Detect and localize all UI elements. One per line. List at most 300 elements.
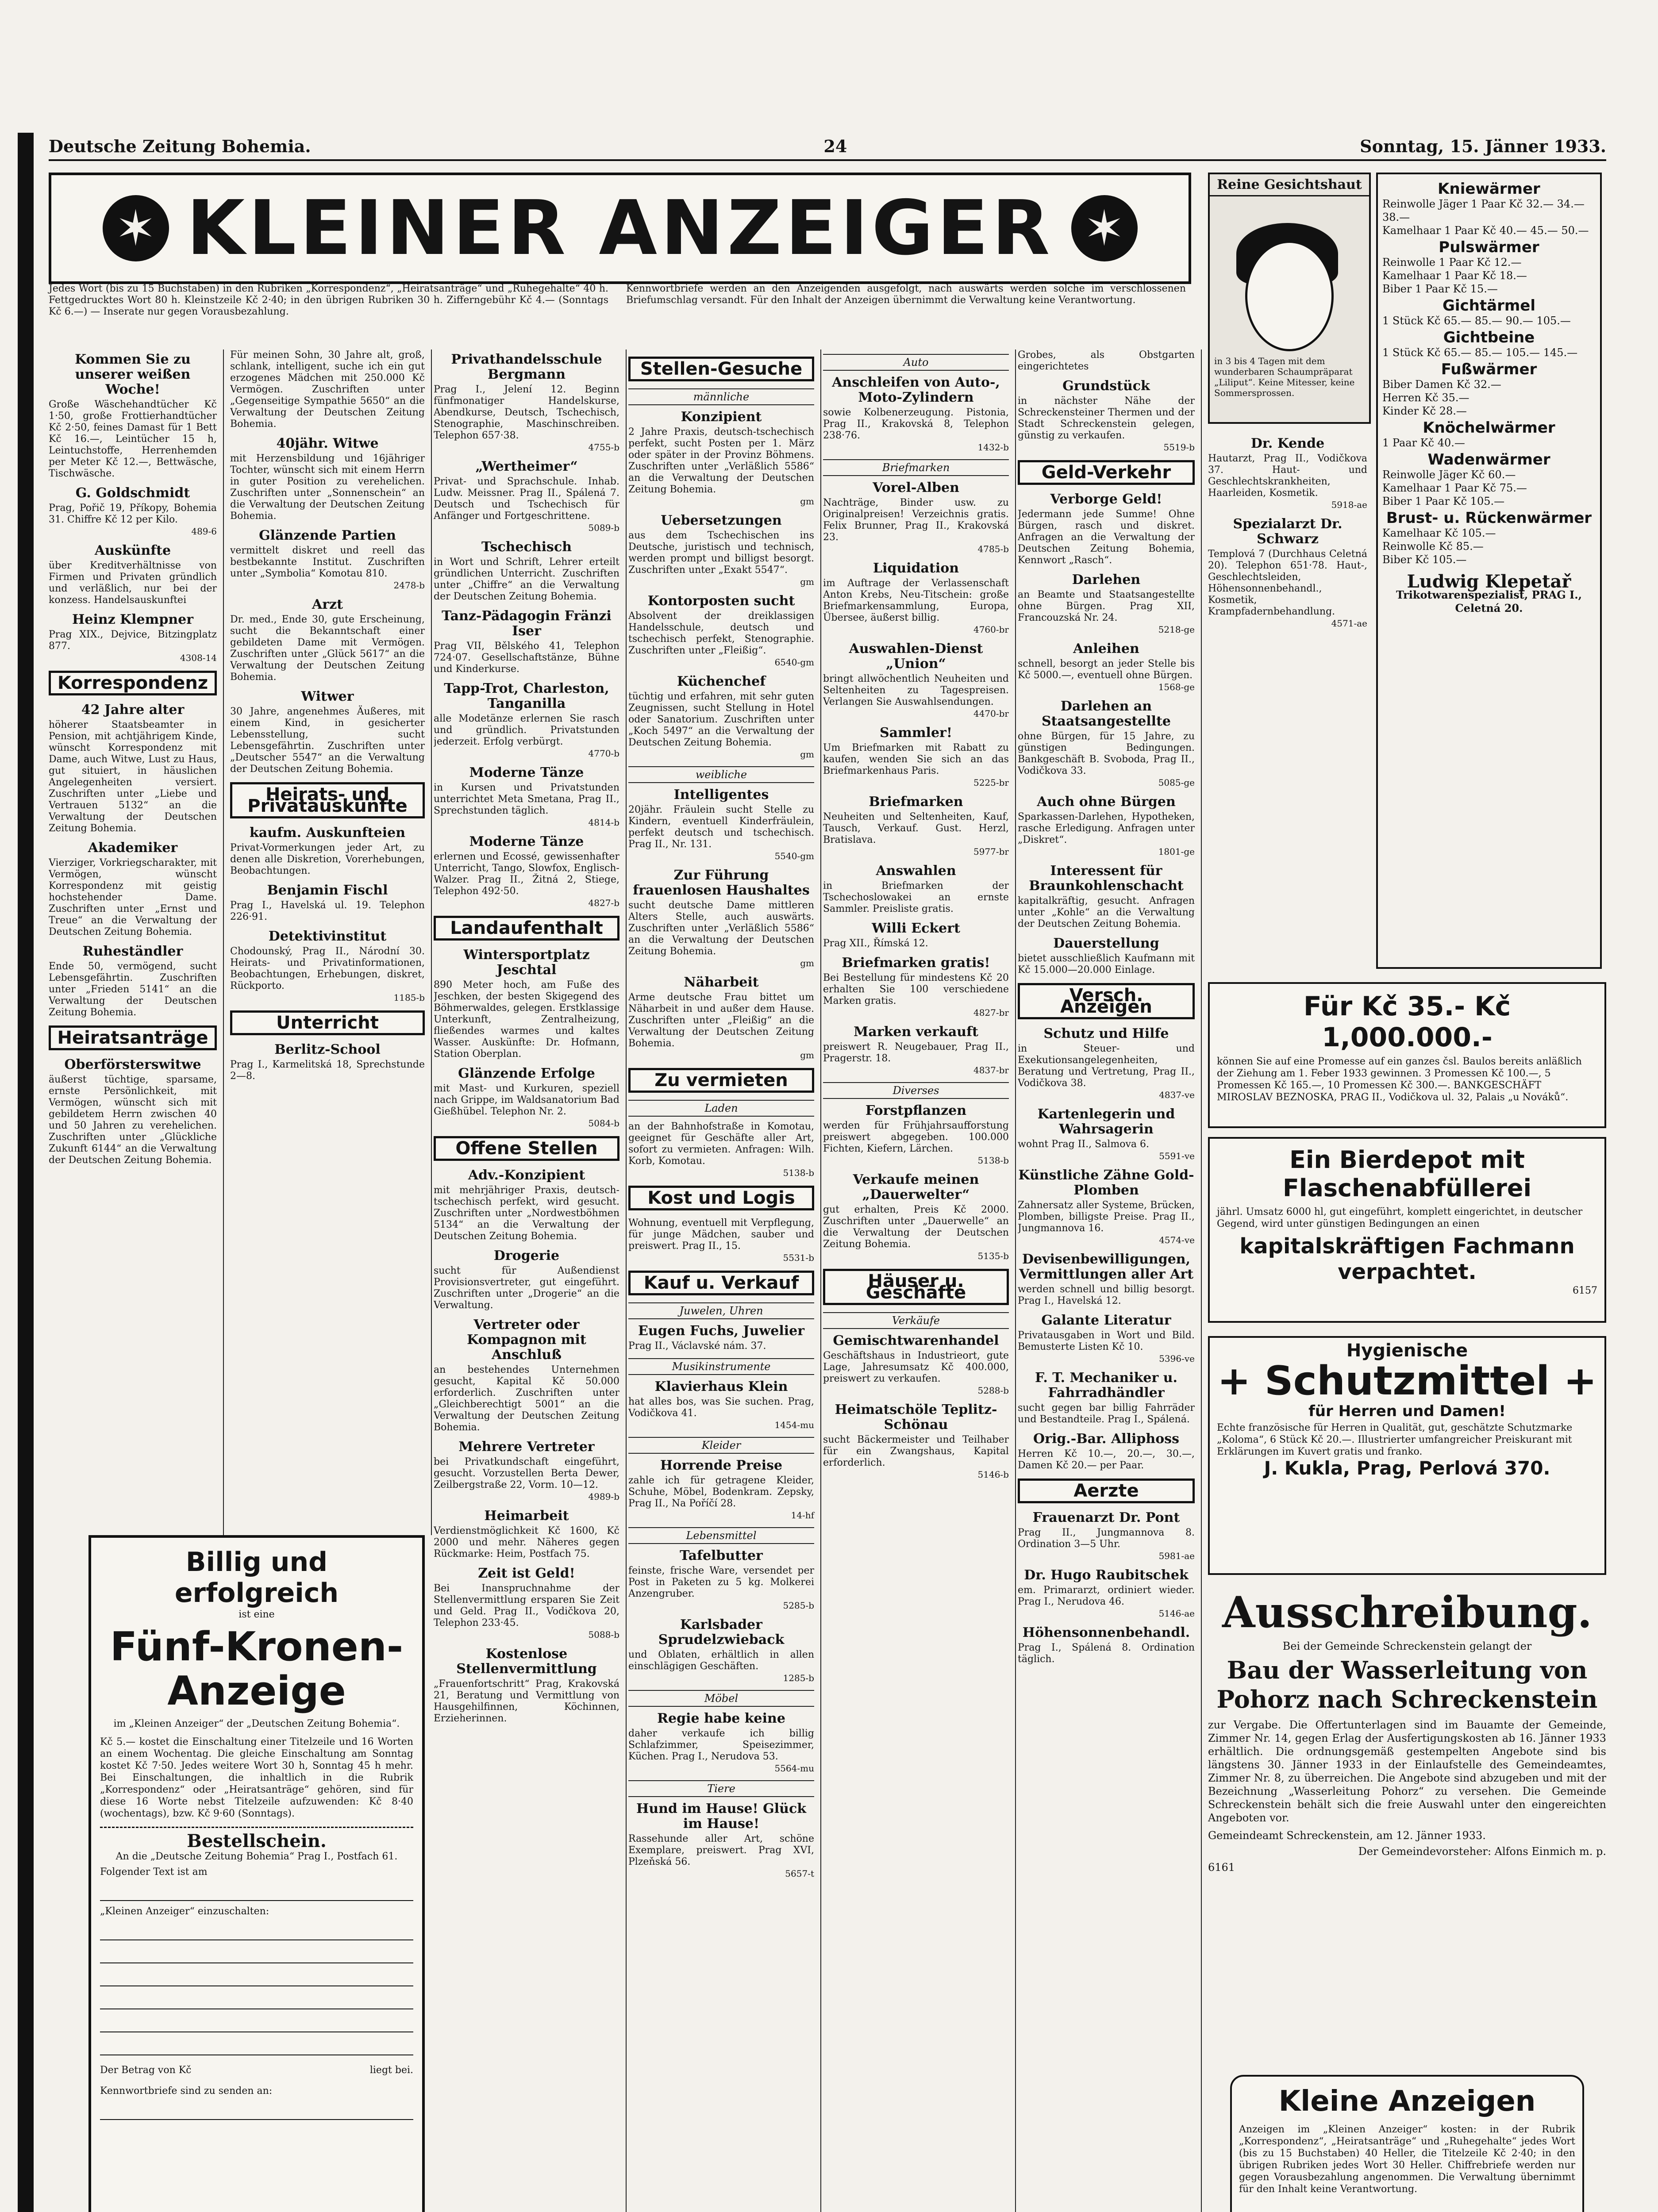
- column-2: [230, 349, 432, 1535]
- classified-ad: [1018, 864, 1195, 930]
- ad-code: gm: [800, 749, 814, 760]
- ad-text: Absolvent der dreiklassigen Handelsschule, deutsch und tschechisch perfekt, Stenographie. Zuschriften unter „Fleißig“.: [628, 611, 814, 656]
- pricelist-row: Kamelhaar 1 Paar Kč 75.—: [1382, 482, 1527, 494]
- classified-ad: [230, 349, 425, 430]
- classified-ad: [628, 1458, 814, 1521]
- order-form-line[interactable]: [100, 2014, 413, 2032]
- classified-ad: [434, 459, 619, 534]
- order-form-line[interactable]: [100, 1945, 413, 1963]
- ad-title: Eugen Fuchs, Juwelier: [638, 1323, 805, 1339]
- classified-ad: [1018, 1568, 1195, 1619]
- ad-title: Kommen Sie zu unserer weißen Woche!: [75, 352, 191, 397]
- ad-code: 5089-b: [588, 522, 619, 533]
- ad-title: Vorel-Alben: [873, 480, 959, 495]
- ad-text: Sparkassen-Darlehen, Hypotheken, rasche Erledigung. Anfragen unter „Diskret“.: [1018, 811, 1195, 845]
- ad-code: 5088-b: [588, 1629, 619, 1640]
- ad-text: in Kursen und Privatstunden unterrichtet Meta Smetana, Prag II., Sprechstunden täglich.: [434, 782, 619, 816]
- order-form-amount: [100, 2064, 413, 2076]
- ad-title: 42 Jahre alter: [81, 702, 185, 718]
- ad-text: bietet ausschließlich Kaufmann mit Kč 15.000—20.000 Einlage.: [1018, 953, 1195, 975]
- subsection-briefmarken: Briefmarken: [823, 459, 1009, 476]
- face-cream-text: in 3 bis 4 Tagen mit dem wunderbaren Schaumpräparat „Liliput“. Keine Mitesser, keine Sommersprossen.: [1214, 356, 1355, 398]
- classified-ad: [1018, 492, 1195, 566]
- ad-code: gm: [800, 496, 814, 507]
- pricelist-firm-address: Trikotwarenspezialist, PRAG I., Celetná 20.: [1396, 588, 1582, 614]
- ad-text: Dr. med., Ende 30, gute Erscheinung, sucht die Bekanntschaft einer gebildeten Dame mit Vermögen. Zuschriften unter „Glück 5617“ an die Verwaltung der Deutschen Zeitung Bohemia.: [230, 614, 425, 683]
- ad-code: 5918-ae: [1331, 499, 1367, 510]
- ad-text: Prag VII, Bělského 41, Telephon 724·07. Gesellschaftstänze, Bühne und Kinderkurse.: [434, 641, 619, 675]
- ad-code: 4574-ve: [1159, 1235, 1195, 1245]
- ad-title: Vertreter oder Kompagnon mit Anschluß: [467, 1317, 586, 1363]
- classified-ad: [1018, 1625, 1195, 1665]
- ad-text: und Oblaten, erhältlich in allen einschlägigen Geschäften.: [628, 1649, 814, 1672]
- ad-text: Hautarzt, Prag II., Vodičkova 37. Haut- und Geschlechtskrankheiten, Haarleiden, Kosmetik.: [1208, 453, 1367, 499]
- ad-text: vermittelt diskret und reell das bestbekannte Institut. Zuschriften unter „Symbolia“ Komotau 810.: [230, 545, 425, 579]
- pricelist-firm: Ludwig Klepetař: [1407, 571, 1571, 592]
- order-form-line[interactable]: [100, 2101, 413, 2120]
- ad-code: 4837-ve: [1159, 1090, 1195, 1100]
- ad-title: Tapp-Trot, Charleston, Tanganilla: [444, 681, 609, 711]
- classified-ad: [1018, 1026, 1195, 1101]
- ad-title: Darlehen an Staatsangestellte: [1041, 699, 1171, 729]
- ad-title: Anleihen: [1073, 641, 1139, 657]
- column-5: [823, 349, 1016, 2212]
- classified-ad: [628, 410, 814, 507]
- section-header-stellen-gesuche: Stellen-Gesuche: [628, 357, 814, 381]
- ad-text: preiswert R. Neugebauer, Prag II., Pragerstr. 18.: [823, 1041, 1009, 1064]
- ad-title: Moderne Tänze: [469, 765, 584, 780]
- ad-text: Große Wäschehandtücher Kč 1·50, große Frottierhandtücher Kč 2·50, feines Damast für 1 Bett Kč 16.—, Leintücher 15 h, Leintuchstoffe, Herrenhemden per Meter Kč 12.—, Bettwäsche, Tischwäsche.: [49, 399, 217, 479]
- pricelist-row: 1 Stück Kč 65.— 85.— 105.— 145.—: [1382, 346, 1578, 359]
- ad-text: 20jähr. Fräulein sucht Stelle zu Kindern, eventuell Kinderfräulein, perfekt deutsch und tschechisch. Prag II., Nr. 131.: [628, 804, 814, 850]
- classified-ad: [1018, 641, 1195, 693]
- intro-rates-text: Jedes Wort (bis zu 15 Buchstaben) in den Rubriken „Korrespondenz“, „Heiratsanträge“ und „Ruhegehalte“ 40 h. Fettgedrucktes Wort 80 h. Kleinstzeile Kč 2·40; in den übrigen Rubriken 30 h. Zifferngebühr Kč 4.— (Sonntags Kč 6.—) — Inserate nur gegen Vorausbezahlung.: [49, 283, 608, 317]
- classified-ad: [823, 795, 1009, 857]
- classified-ad: [434, 681, 619, 759]
- classified-ad: [49, 352, 217, 480]
- classified-ad: [1018, 1168, 1195, 1246]
- ad-code: 4755-b: [588, 442, 619, 453]
- ad-text: in nächster Nähe der Schreckensteiner Thermen und der Stadt Schreckenstein gelegen, günstig zu verkaufen.: [1018, 396, 1195, 441]
- classified-ad: [230, 597, 425, 683]
- left-margin-bar: [18, 133, 34, 2212]
- coupon-subline: ist eine: [239, 1609, 275, 1620]
- classified-ad: [823, 375, 1009, 453]
- pricelist-row: Reinwolle 1 Paar Kč 12.—: [1382, 256, 1522, 269]
- lottery-text: können Sie auf eine Promesse auf ein ganzes čsl. Baulos bereits anläßlich der Ziehung am 1. Feber 1933 gewinnen. 3 Promessen Kč 100.—, 5 Promessen Kč 165.—, 10 Promessen Kč 300.—. BANKGESCHÄFT MIROSLAV BEZNOSKA, PRAG II., Vodičkova ul. 32, Palais „u Nováků“.: [1217, 1056, 1582, 1103]
- ad-code: 5285-b: [783, 1600, 814, 1611]
- ad-text: gut erhalten, Preis Kč 2000. Zuschriften unter „Dauerwelle“ an die Verwaltung der Deutschen Zeitung Bohemia.: [823, 1204, 1009, 1250]
- ad-text: 890 Meter hoch, am Fuße des Jeschken, der besten Skigegend des Böhmerwaldes, gelegen. Erstklassige Unterkunft, Zentralheizung, fließendes warmes und kaltes Wasser. Auskünfte: Dr. Hofmann, Station Oberplan.: [434, 979, 619, 1060]
- order-form-line-label-2: „Kleinen Anzeiger“ einzuschalten:: [100, 1906, 269, 1917]
- ad-title: Karlsbader Sprudelzwieback: [658, 1617, 785, 1647]
- ad-text: Privat-Vormerkungen jeder Art, zu denen alle Diskretion, Vorerhebungen, Beobachtungen.: [230, 842, 425, 876]
- classified-ad: [1018, 1107, 1195, 1162]
- banner-title: KLEINER ANZEIGER: [186, 184, 1054, 272]
- ad-code: 5225-br: [973, 777, 1009, 788]
- ad-text: werden schnell und billig besorgt. Prag I., Havelská 12.: [1018, 1284, 1195, 1306]
- ad-title: Frauenarzt Dr. Pont: [1032, 1510, 1180, 1525]
- ad-title: Wintersportplatz Jeschtal: [463, 947, 590, 978]
- classified-ad: [628, 1548, 814, 1611]
- order-form-line[interactable]: [100, 1968, 413, 1986]
- column-3: [434, 349, 627, 2212]
- ad-text: bringt allwöchentlich Neuheiten und Seltenheiten zu Tagespreisen. Verlangen Sie Auswahlsendungen.: [823, 673, 1009, 707]
- classified-ad: [434, 765, 619, 828]
- kleine-anzeigen-text: Anzeigen im „Kleinen Anzeiger“ kosten: in der Rubrik „Korrespondenz“, „Heiratsanträge“ und „Ruhegehalte“ jedes Wort (bis zu 15 Buchstaben) 40 Heller, die Titelzeile Kč 2·40; in den übrigen Rubriken jedes Wort 30 Heller. Chiffrebriefe werden nur gegen Vorausbezahlung angenommen. Die Verwaltung übernimmt für den Inhalt keine Verantwortung.: [1239, 2124, 1575, 2195]
- ad-title: Küchenchef: [677, 674, 766, 689]
- ad-text: mit mehrjähriger Praxis, deutsch-tschechisch perfekt, wird gesucht. Zuschriften unter „Nordwestböhmen 5134“ an die Verwaltung der Deutschen Zeitung Bohemia.: [434, 1185, 619, 1242]
- pricelist-heading: Pulswärmer: [1439, 238, 1539, 256]
- subsection-weibliche: weibliche: [628, 766, 814, 783]
- section-header-geld-verkehr: Geld-Verkehr: [1018, 460, 1195, 485]
- ad-text: zahle ich für getragene Kleider, Schuhe, Möbel, Bodenkram. Zepsky, Prag II., Na Poříčí 28.: [628, 1475, 814, 1509]
- ad-title: Willi Eckert: [872, 921, 960, 936]
- ad-title: Kostenlose Stellenvermittlung: [456, 1646, 597, 1677]
- coupon-subline-2: im „Kleinen Anzeiger“ der „Deutschen Zeitung Bohemia“.: [113, 1718, 400, 1729]
- subsection-diverses: Diverses: [823, 1082, 1009, 1099]
- ad-code: 5591-ve: [1159, 1151, 1195, 1161]
- ad-code: 1432-b: [977, 442, 1009, 453]
- ad-text: daher verkaufe ich billig Schlafzimmer, Speisezimmer, Küchen. Prag I., Nerudova 53.: [628, 1728, 814, 1762]
- ad-title: Answahlen: [876, 863, 956, 879]
- ad-text: erlernen und Ecossé, gewissenhafter Unterricht, Tango, Slowfox, Englisch-Walzer. Prag II., Žitná 2, Stiege, Telephon 492·50.: [434, 851, 619, 897]
- ad-title: Moderne Tänze: [469, 834, 584, 849]
- ad-text: Prag I., Karmelitská 18, Sprechstunde 2—8.: [230, 1059, 425, 1082]
- ad-text: Für meinen Sohn, 30 Jahre alt, groß, schlank, intelligent, suche ich ein gut erzogenes Mädchen mit 250.000 Kč Vermögen. Zuschriften unter „Gegenseitige Sympathie 5650“ an die Verwaltung der Deutschen Zeitung Bohemia.: [230, 349, 425, 430]
- ad-code: 489-6: [191, 526, 217, 537]
- ad-code: 5146-ae: [1158, 1608, 1195, 1619]
- classified-ad: [49, 486, 217, 537]
- section-header-kost-und-logis: Kost und Logis: [628, 1186, 814, 1210]
- classified-ad: [628, 674, 814, 760]
- subsection-maennliche: männliche: [628, 388, 814, 405]
- ad-title: Orig.-Bar. Alliphoss: [1033, 1431, 1179, 1447]
- classified-ad: [49, 1057, 217, 1166]
- ad-text: sucht für Außendienst Provisionsvertreter, gut eingeführt. Zuschriften unter „Drogerie“ an die Verwaltung.: [434, 1265, 619, 1311]
- classified-ad: [1018, 936, 1195, 976]
- ad-text: Prag II., Václavské nám. 37.: [628, 1340, 766, 1352]
- ad-code: gm: [800, 576, 814, 587]
- ad-title: Auskünfte: [94, 543, 171, 558]
- order-form-line[interactable]: [100, 2037, 413, 2055]
- classified-ad: [823, 1402, 1009, 1480]
- section-header-korrespondenz: Korrespondenz: [49, 671, 217, 695]
- pricelist-row: Biber Damen Kč 32.—: [1382, 378, 1501, 391]
- pricelist-row: Herren Kč 35.—: [1382, 392, 1470, 404]
- section-header-auskuenfte: Heirats- und Privatauskünfte: [230, 782, 425, 818]
- classified-ad: [628, 594, 814, 668]
- amount-suffix: liegt bei.: [369, 2065, 413, 2076]
- ad-text: Um Briefmarken mit Rabatt zu kaufen, wenden Sie sich an das Briefmarkenhaus Paris.: [823, 742, 1009, 776]
- order-form-line[interactable]: [100, 1882, 413, 1901]
- ad-text: Zahnersatz aller Systeme, Brücken, Plomben, billigste Preise. Prag II., Jungmannova 16.: [1018, 1200, 1195, 1234]
- ad-title: Dr. Hugo Raubitschek: [1024, 1567, 1189, 1583]
- ad-code: 4470-br: [973, 708, 1009, 719]
- ad-title: Detektivinstitut: [268, 929, 387, 944]
- ad-title: Interessent für Braunkohlenschacht: [1029, 863, 1184, 894]
- ad-title: Horrende Preise: [660, 1458, 783, 1473]
- order-form-code-label: Kennwortbriefe sind zu senden an:: [100, 2085, 273, 2097]
- classified-ad: [49, 703, 217, 834]
- ad-title: Zeit ist Geld!: [478, 1566, 575, 1581]
- ad-text: sucht gegen bar billig Fahrräder und Bestandteile. Prag I., Spálená.: [1018, 1402, 1195, 1425]
- subsection-auto: Auto: [823, 354, 1009, 371]
- ad-code: 4837-br: [973, 1065, 1009, 1075]
- warmer-pricelist: [1376, 173, 1602, 969]
- pricelist-heading: Brust- u. Rückenwärmer: [1386, 509, 1592, 527]
- ad-text: höherer Staatsbeamter in Pension, mit achtjährigem Kinde, wünscht Korrespondenz mit Dame, auch Witwe, Lust zu Haus, gut situiert, in häuslichen Angelegenheiten versiert. Zuschriften unter „Liebe und Vertrauen 5132“ an die Verwaltung der Deutschen Zeitung Bohemia.: [49, 719, 217, 834]
- classified-ad: [628, 1324, 814, 1352]
- classified-ad: [49, 543, 217, 606]
- ad-title: Devisenbewilligungen, Vermittlungen aller Art: [1019, 1252, 1194, 1282]
- pricelist-row: Kamelhaar 1 Paar Kč 40.— 45.— 50.—: [1382, 224, 1589, 237]
- classified-ad: [434, 1509, 619, 1560]
- classified-ad: [434, 948, 619, 1060]
- classified-ad: [823, 1025, 1009, 1076]
- classified-ad: [1018, 572, 1195, 635]
- classified-ad: [434, 540, 619, 603]
- woman-face-icon: [1245, 241, 1334, 351]
- order-form-address: An die „Deutsche Zeitung Bohemia“ Prag I., Postfach 61.: [115, 1851, 398, 1862]
- ad-title: Kartenlegerin und Wahrsagerin: [1037, 1106, 1175, 1137]
- hygiene-firm: J. Kukla, Prag, Perlová 370.: [1264, 1457, 1550, 1479]
- classified-ad: [434, 834, 619, 909]
- column-6: [1018, 349, 1202, 2212]
- ad-code: 4814-b: [588, 817, 619, 828]
- classified-ad: [49, 944, 217, 1018]
- subsection-juwelen: Juwelen, Uhren: [628, 1302, 814, 1319]
- ad-code: 4989-b: [588, 1491, 619, 1502]
- star-icon: ✶: [1071, 195, 1138, 261]
- column-4: [628, 349, 821, 2212]
- right-column: [1208, 173, 1606, 2212]
- classified-ad: [823, 921, 1009, 949]
- ad-text: aus dem Tschechischen ins Deutsche, juristisch und technisch, werden prompt und billigst besorgt. Zuschriften unter „Exakt 5547“.: [628, 530, 814, 576]
- classified-ad: [1018, 1432, 1195, 1471]
- ad-text: mit Herzensbildung und 16jähriger Tochter, wünscht sich mit einem Herrn in guter Position zu verehelichen. Zuschriften unter „Sonnenschein“ an die Verwaltung der Deutschen Zeitung Bohemia.: [230, 453, 425, 522]
- header-page-number: 24: [823, 136, 847, 156]
- pricelist-heading: Fußwärmer: [1441, 361, 1537, 378]
- ad-text: an der Bahnhofstraße in Komotau, geeignet für Geschäfte aller Art, sofort zu vermieten. Anfragen: Wilh. Korb, Komotau.: [628, 1121, 814, 1167]
- ad-text: Geschäftshaus in Industrieort, gute Lage, Jahresumsatz Kč 400.000, preiswert zu verkaufen.: [823, 1350, 1009, 1384]
- ad-text: Ende 50, vermögend, sucht Lebensgefährtin. Zuschriften unter „Frieden 5141“ an die Verwaltung der Deutschen Zeitung Bohemia.: [49, 961, 217, 1018]
- classified-ad: [628, 1617, 814, 1684]
- order-form-line-label: Folgender Text ist am: [100, 1866, 208, 1878]
- ad-code: 5540-gm: [774, 851, 814, 861]
- face-cream-ad: [1208, 173, 1371, 424]
- pricelist-row: Kamelhaar Kč 105.—: [1382, 527, 1496, 539]
- classified-ad: [628, 1121, 814, 1179]
- ad-code: 1454-mu: [774, 1420, 814, 1430]
- section-header-zu-vermieten: Zu vermieten: [628, 1068, 814, 1093]
- classified-ad: [823, 726, 1009, 788]
- ad-title: Glänzende Partien: [259, 528, 396, 543]
- ad-title: Intelligentes: [673, 787, 769, 803]
- classified-ad: [1018, 1252, 1195, 1307]
- ad-title: Verborge Geld!: [1050, 492, 1162, 507]
- classified-ad: [823, 1333, 1009, 1396]
- ad-title: Uebersetzungen: [661, 513, 782, 528]
- pricelist-row: Reinwolle Jäger 1 Paar Kč 32.— 34.— 38.—: [1382, 198, 1585, 223]
- ad-code: 5135-b: [977, 1251, 1009, 1261]
- section-header-haeuser: Häuser u. Geschäfte: [823, 1269, 1009, 1305]
- ad-code: 4827-b: [588, 898, 619, 908]
- ad-code: 14-hf: [791, 1510, 814, 1521]
- section-header-versch-anzeigen: Versch. Anzeigen: [1018, 983, 1195, 1019]
- ad-code: 5981-ae: [1158, 1551, 1195, 1561]
- subsection-musikinstrumente: Musikinstrumente: [628, 1358, 814, 1375]
- section-header-heiratsantraege: Heiratsanträge: [49, 1025, 217, 1050]
- classified-ad: [230, 826, 425, 877]
- ad-code: 4770-b: [588, 748, 619, 759]
- ad-title: Witwer: [301, 689, 354, 704]
- subsection-tiere: Tiere: [628, 1780, 814, 1797]
- ad-text: Prag I., Havelská ul. 19. Telephon 226·91.: [230, 900, 425, 922]
- ad-title: Konzipient: [681, 409, 762, 425]
- ad-title: Sammler!: [879, 725, 953, 741]
- ad-code: 5218-ge: [1158, 624, 1195, 635]
- ad-code: 5146-b: [977, 1469, 1009, 1480]
- ad-text: 30 Jahre, angenehmes Äußeres, mit einem Kind, in gesicherter Lebensstellung, sucht Lebensgefährtin. Zuschriften unter „Deutscher 5547“ an die Verwaltung der Deutschen Zeitung Bohemia.: [230, 706, 425, 775]
- ad-title: Hund im Hause! Glück im Hause!: [636, 1801, 807, 1832]
- ad-text: Herren Kč 10.—, 20.—, 30.—, Damen Kč 20.— per Paar.: [1018, 1448, 1195, 1471]
- ad-code: gm: [800, 958, 814, 968]
- order-form-line[interactable]: [100, 1922, 413, 1940]
- classified-ad: [230, 689, 425, 775]
- classified-ad: [1018, 379, 1195, 453]
- classified-ad: [1018, 795, 1195, 857]
- classified-ad: [230, 1042, 425, 1082]
- ad-title: Auch ohne Bürgen: [1037, 794, 1176, 810]
- tender-text: zur Vergabe. Die Offertunterlagen sind im Bauamte der Gemeinde, Zimmer Nr. 14, gegen Erlag der Ausfertigungskosten ab 16. Jänner 1933 erhältlich. Die ordnungsgemäß gestempelten Angebote sind bis längstens 30. Jänner 1933 in der Einlaufstelle des Gemeindeamtes, Zimmer Nr. 8, zu überreichen. Die Angebote sind abzugeben und mit der Bezeichnung „Wasserleitung Pohorz“ zu versehen. Die Gemeinde Schreckenstein behält sich die freie Auswahl unter den eingereichten Angeboten vor.: [1208, 1719, 1606, 1824]
- ad-code: 5977-br: [973, 846, 1009, 857]
- ad-text: Prag I., Jelení 12. Beginn fünfmonatiger Handelskurse, Abendkurse, Deutsch, Tschechisch, Stenographie, Maschinschreiben. Telephon 657·38.: [434, 384, 619, 441]
- ad-code: 5657-t: [785, 1868, 814, 1879]
- tender-announcement: [1208, 1588, 1606, 2048]
- ad-title: Briefmarken: [869, 794, 963, 810]
- intro-rates: [49, 283, 1186, 341]
- section-header-unterricht: Unterricht: [230, 1010, 425, 1035]
- classified-ad: [1018, 1371, 1195, 1425]
- hygiene-title: + Schutzmittel +: [1217, 1358, 1597, 1404]
- tender-intro: Bei der Gemeinde Schreckenstein gelangt der: [1282, 1640, 1532, 1652]
- ad-code: 1285-b: [783, 1673, 814, 1683]
- ad-text: sucht Bäckermeister und Teilhaber für ein Zwangshaus, Kapital erforderlich.: [823, 1434, 1009, 1468]
- pricelist-row: Biber 1 Paar Kč 15.—: [1382, 283, 1498, 295]
- ad-title: Darlehen: [1072, 572, 1141, 588]
- order-form-line[interactable]: [100, 1991, 413, 2009]
- classified-ad: [823, 1172, 1009, 1262]
- classified-ad: [434, 1647, 619, 1724]
- pricelist-row: Biber 1 Paar Kč 105.—: [1382, 495, 1505, 507]
- tender-subject: Bau der Wasserleitung von Pohorz nach Schreckenstein: [1216, 1656, 1598, 1713]
- ad-title: Klavierhaus Klein: [654, 1379, 788, 1394]
- ad-code: 4760-br: [973, 624, 1009, 635]
- ad-text: alle Modetänze erlernen Sie rasch und gründlich. Privatstunden jederzeit. Erfolg verbürgt.: [434, 713, 619, 747]
- face-cream-title: Reine Gesichtshaut: [1210, 174, 1369, 196]
- classified-ad: [230, 883, 425, 923]
- ad-title: Briefmarken gratis!: [842, 955, 990, 971]
- ad-text: Jedermann jede Summe! Ohne Bürgen, rasch und diskret. Anfragen an die Verwaltung der Deutschen Zeitung Bohemia, Kennwort „Rasch“.: [1018, 509, 1195, 566]
- pricelist-row: Reinwolle Jäger Kč 60.—: [1382, 469, 1516, 481]
- ad-text: Verdienstmöglichkeit Kč 1600, Kč 2000 und mehr. Näheres gegen Rückmarke: Heim, Postfach 75.: [434, 1525, 619, 1559]
- order-form-title: Bestellschein.: [100, 1827, 413, 1847]
- ad-text: werden für Frühjahrsaufforstung preiswert abgegeben. 100.000 Fichten, Kiefern, Lärchen.: [823, 1120, 1009, 1154]
- ad-text: in Wort und Schrift, Lehrer erteilt gründlichen Unterricht. Zuschriften unter „Chiffre“ an die Verwaltung der Deutschen Zeitung Bohemia.: [434, 557, 619, 602]
- ad-title: Grundstück: [1062, 378, 1150, 394]
- ad-code: 5519-b: [1163, 442, 1195, 453]
- hygiene-text: Echte französische für Herren in Qualität, gut, geschätzte Schutzmarke „Koloma“, 6 Stück Kč 20.—. Illustrierter umfangreicher Preiskurant mit Erklärungen im Kuvert gratis und franko.: [1217, 1422, 1573, 1457]
- kleine-anzeigen-box: [1230, 2075, 1584, 2212]
- tender-signature: Gemeindeamt Schreckenstein, am 12. Jänner 1933.: [1208, 1829, 1486, 1842]
- ad-code: 6540-gm: [774, 657, 814, 668]
- ad-code: 4827-br: [973, 1007, 1009, 1018]
- pricelist-heading: Wadenwärmer: [1427, 451, 1550, 469]
- classified-ad: [434, 609, 619, 675]
- ad-text: Chodounský, Prag II., Národní 30. Heirats- und Privatinformationen, Beobachtungen, Erhebungen, diskret, Rückporto.: [230, 946, 425, 991]
- ad-text: in Briefmarken der Tschechoslowakei an ernste Sammler. Preisliste gratis.: [823, 880, 1009, 914]
- ad-text: an bestehendes Unternehmen gesucht, Kapital Kč 50.000 erforderlich. Zuschriften unter „Gleichberechtigt 5001“ an die Verwaltung der Deutschen Zeitung Bohemia.: [434, 1364, 619, 1433]
- ad-text: Prag, Pořič 19, Příkopy, Bohemia 31. Chiffre Kč 12 per Kilo.: [49, 503, 217, 525]
- classified-ad: [1018, 1313, 1195, 1364]
- ad-text: Wohnung, eventuell mit Verpflegung, für junge Mädchen, sauber und preiswert. Prag II., 15.: [628, 1217, 814, 1252]
- subsection-laden: Laden: [628, 1100, 814, 1117]
- ad-code: 5138-b: [977, 1155, 1009, 1166]
- classified-ad: [1018, 1510, 1195, 1562]
- ad-text: Templová 7 (Durchhaus Celetná 20). Telephon 651·78. Haut-, Geschlechtsleiden, Höhensonnenbehandl., Kosmetik, Krampfadernbehandlung.: [1208, 549, 1367, 617]
- ad-text: Vierziger, Vorkriegscharakter, mit Vermögen, wünscht Korrespondenz mit geistig hochstehender Dame. Zuschriften unter „Ernst und Treue“ an die Verwaltung der Deutschen Zeitung Bohemia.: [49, 857, 217, 937]
- ad-code: 2478-b: [393, 580, 425, 591]
- ad-code: 1801-ge: [1158, 846, 1195, 857]
- ad-text: Privatausgaben in Wort und Bild. Bemusterte Listen Kč 10.: [1018, 1330, 1195, 1352]
- ad-text: „Frauenfortschritt“ Prag, Krakovská 21, Beratung und Vermittlung von Hausgehilfinnen, Köchinnen, Erzieherinnen.: [434, 1678, 619, 1724]
- ad-code: gm: [800, 1050, 814, 1060]
- classified-ad: [434, 1317, 619, 1433]
- ad-title: Adv.-Konzipient: [468, 1167, 585, 1183]
- ad-title: Mehrere Vertreter: [458, 1439, 595, 1455]
- ad-title: Dauerstellung: [1053, 936, 1159, 951]
- beer-depot-title-2: kapitalskräftigen Fachmann verpachtet.: [1239, 1234, 1575, 1284]
- classified-ad: [1208, 517, 1367, 629]
- classified-ad: [49, 841, 217, 938]
- ad-code: 5531-b: [783, 1252, 814, 1263]
- ad-text: mit Mast- und Kurkuren, speziell nach Grippe, im Waldsanatorium Bad Gießhübel. Telephon Nr. 2.: [434, 1083, 619, 1117]
- pricelist-row: Reinwolle Kč 85.—: [1382, 540, 1484, 553]
- ad-title: Kontorposten sucht: [647, 593, 795, 609]
- section-header-landaufenthalt: Landaufenthalt: [434, 916, 619, 941]
- lottery-title: Für Kč 35.- Kč 1,000.000.-: [1303, 991, 1511, 1053]
- coupon-headline: Billig und erfolgreich: [174, 1547, 339, 1609]
- pricelist-row: Biber Kč 105.—: [1382, 553, 1467, 566]
- right-medical-ads: [1208, 434, 1367, 964]
- ad-text: im Auftrage der Verlassenschaft Anton Krebs, Neu-Titschein: große Briefmarkensammlung, Europa, Übersee, äußerst billig.: [823, 578, 1009, 623]
- pricelist-row: 1 Paar Kč 40.—: [1382, 437, 1465, 449]
- tender-signatory: Der Gemeindevorsteher: Alfons Einmich m. p.: [1358, 1845, 1606, 1858]
- header-paper-name: Deutsche Zeitung Bohemia.: [49, 136, 311, 156]
- ad-text: über Kreditverhältnisse von Firmen und Privaten gründlich und verläßlich, nur bei der konzess. Handelsauskunftei: [49, 560, 217, 606]
- ad-title: F. T. Mechaniker u. Fahrradhändler: [1035, 1370, 1177, 1401]
- ad-text: äußerst tüchtige, sparsame, ernste Persönlichkeit, mit Vermögen, wünscht sich mit gebildetem Herrn zwischen 40 und 50 Jahren zu verehelichen. Zuschriften unter „Glückliche Zukunft 6144“ an die Verwaltung der Deutschen Zeitung Bohemia.: [49, 1074, 217, 1166]
- classified-ad: [823, 641, 1009, 719]
- ad-code: 6161: [1208, 1861, 1235, 1874]
- ad-code: 6157: [1573, 1285, 1597, 1296]
- classified-ad: [230, 528, 425, 591]
- beer-depot-text: jährl. Umsatz 6000 hl, gut eingeführt, komplett eingerichtet, in deutscher Gegend, wird unter günstigen Bedingungen an einen: [1217, 1206, 1583, 1229]
- ad-title: Privathandelsschule Bergmann: [451, 352, 602, 382]
- ad-text: ohne Bürgen, für 15 Jahre, zu günstigen Bedingungen. Bankgeschäft B. Svoboda, Prag II., Vodičkova 33.: [1018, 731, 1195, 776]
- ad-text: Neuheiten und Seltenheiten, Kauf, Tausch, Verkauf. Gust. Herzl, Bratislava.: [823, 811, 1009, 845]
